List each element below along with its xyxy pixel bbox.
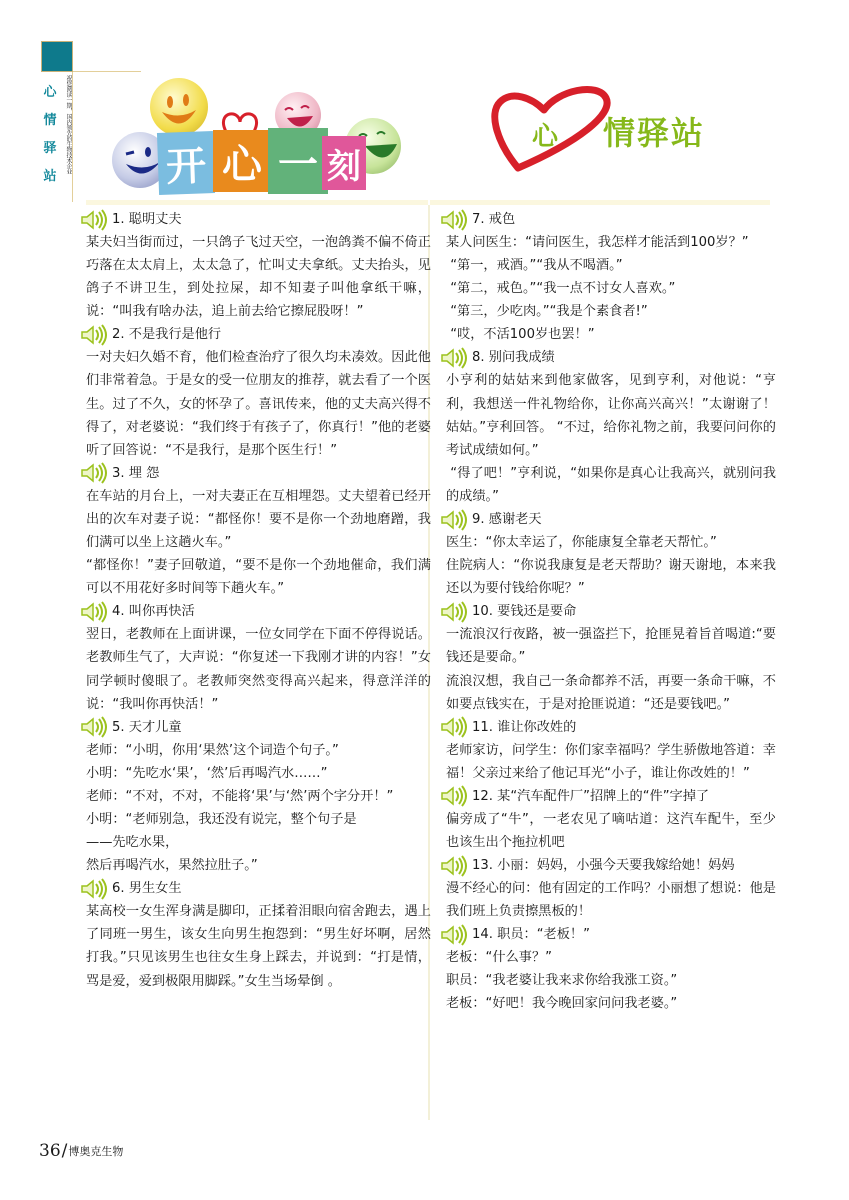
- section-label-char: 站: [43, 169, 57, 184]
- joke-text: 某人问医生：“请问医生，我怎样才能活到100岁？”: [446, 235, 749, 250]
- joke-text: 医生：“你太幸运了，你能康复全靠老天帮忙。”: [446, 535, 717, 551]
- jokes-right-column: [446, 208, 776, 1016]
- joke-title: 6. 男生女生: [112, 881, 182, 897]
- joke-text: 漫不经心的问：他有固定的工作吗？小丽想了想说：他是我们班上负责擦黑板的！: [446, 881, 776, 920]
- joke-text: 在车站的月台上，一对夫妻正在互相埋怨。丈夫望着已经开出的次车对妻子说：“都怪你！要不是你一个劲地磨蹭，我们满可以坐上这趟火车。”: [86, 488, 431, 551]
- joke-text: 小明：“先吃水‘果’，‘然’后再喝汽水……”: [86, 765, 328, 781]
- page-footer: [39, 1141, 123, 1161]
- banner-tile: 刻: [322, 136, 366, 190]
- banner-tile: 开: [157, 131, 215, 195]
- corner-accent-block: [41, 41, 73, 72]
- section-label-char: 心: [43, 85, 57, 100]
- logo-xin-char: 心: [532, 122, 559, 152]
- joke-text: ——先吃水果，: [86, 835, 179, 851]
- speaker-icon: [440, 785, 470, 807]
- speaker-icon: [440, 347, 470, 369]
- speaker-icon: [440, 924, 470, 946]
- joke-text: 住院病人：“你说我康复是老天帮助？谢天谢地，本来我还以为要付钱给你呢？”: [446, 558, 776, 597]
- joke-title: 10. 要钱还是要命: [472, 604, 577, 620]
- joke-item: [446, 208, 776, 346]
- joke-title: 4. 叫你再快活: [112, 604, 195, 620]
- speaker-icon: [80, 716, 110, 738]
- joke-text: 老板：“什么事？”: [446, 950, 552, 966]
- joke-text: “第三，少吃肉。”“我是个素食者!”: [446, 304, 648, 320]
- column-top-band: [430, 200, 770, 205]
- logo-title: 情驿站: [603, 114, 706, 152]
- joke-item: [86, 600, 431, 715]
- joke-item: [86, 877, 431, 992]
- joke-title: 11. 谁让你改姓的: [472, 719, 577, 735]
- joke-item: [86, 716, 431, 878]
- speaker-icon: [80, 601, 110, 623]
- joke-text: 流浪汉想，我自己一条命都养不活，再要一条命干嘛，不如要点钱实在，于是对抢匪说道：“还是要钱吧。”: [446, 673, 776, 712]
- joke-title: 7. 戒色: [472, 211, 516, 227]
- speaker-icon: [440, 209, 470, 231]
- joke-title: 1. 聪明丈夫: [112, 211, 182, 227]
- joke-title: 8. 别问我成绩: [472, 350, 555, 366]
- joke-title: 13. 小丽：妈妈，小强今天要我嫁给她！妈妈: [472, 858, 735, 874]
- joke-text: 老师：“不对，不对，不能将‘果’与‘然’两个字分开！”: [86, 788, 394, 804]
- side-rule: [72, 72, 73, 202]
- joke-text: “第一，戒酒。”“我从不喝酒。”: [446, 258, 623, 274]
- joke-item: [86, 323, 431, 461]
- joke-text: “哎，不活100岁也罢！”: [446, 327, 595, 343]
- joke-text: 老板：“好吧！我今晚回家问问我老婆。”: [446, 996, 678, 1012]
- speaker-icon: [440, 716, 470, 738]
- speaker-icon: [80, 878, 110, 900]
- speaker-icon: [80, 209, 110, 231]
- joke-text: 老师：“小明，你用‘果然’这个词造个句子。”: [86, 742, 339, 758]
- joke-title: 3. 埋 怨: [112, 465, 160, 481]
- joke-text: 然后再喝汽水，果然拉肚子。”: [86, 858, 258, 874]
- column-top-band: [86, 200, 428, 205]
- joke-text: 小亨利的姑姑来到他家做客，见到亨利，对他说：“亨利，我想送一件礼物给你，让你高兴高兴！”太谢谢了！姑姑。”亨利回答。 “不过，给你礼物之前，我要问问你的考试成绩如何。”: [446, 373, 776, 458]
- joke-title: 9. 感谢老天: [472, 511, 542, 527]
- joke-text: 翌日，老教师在上面讲课，一位女同学在下面不停得说话。老教师生气了，大声说：“你复述一下我刚才讲的内容！”女同学顿时傻眼了。老教师突然变得高兴起来，得意洋洋的说：“我叫你再快活！”: [86, 627, 431, 712]
- speaker-icon: [440, 855, 470, 877]
- side-tagline: 祝您阅读一期，国内领先的生物技术企业: [65, 75, 72, 174]
- joke-item: [86, 208, 431, 323]
- speaker-icon: [440, 601, 470, 623]
- page-slash: /: [61, 1141, 68, 1161]
- speaker-icon: [80, 462, 110, 484]
- joke-text: 偏旁成了“牛”，一老农见了嘀咕道：这汽车配牛，至少也该生出个拖拉机吧: [446, 811, 776, 850]
- joke-item: [446, 923, 776, 1015]
- joke-text: 一流浪汉行夜路，被一强盗拦下，抢匪晃着旨首喝道:“要钱还是要命。”: [446, 627, 776, 666]
- joke-item: [446, 716, 776, 785]
- joke-item: [86, 462, 431, 600]
- joke-item: [446, 600, 776, 715]
- publication-name: 博奥克生物: [68, 1145, 124, 1158]
- section-label-char: 驿: [43, 141, 57, 156]
- speaker-icon: [440, 509, 470, 531]
- section-vertical-label: [42, 86, 58, 184]
- happy-moment-banner: [100, 70, 400, 200]
- page-number: 36: [39, 1141, 61, 1161]
- joke-item: [446, 854, 776, 923]
- smiley-face-icon: [150, 78, 208, 136]
- speaker-icon: [80, 324, 110, 346]
- jokes-left-column: [86, 208, 431, 993]
- joke-text: “第二，戒色。”“我一点不讨女人喜欢。”: [446, 281, 676, 297]
- heart-station-logo: [488, 84, 748, 174]
- joke-text: “都怪你！”妻子回敬道，“要不是你一个劲地催命，我们满可以不用花好多时间等下趟火车。”: [86, 558, 431, 597]
- joke-item: [446, 785, 776, 854]
- banner-tile: 心: [213, 130, 271, 192]
- joke-item: [446, 346, 776, 508]
- joke-text: 某高校一女生浑身满是脚印，正揉着泪眼向宿舍跑去，遇上了同班一男生，该女生向男生抱怨到：“男生好坏啊，居然打我。”只见该男生也往女生身上踩去，并说到：“打是情，骂是爱，爱到极限用脚踩。”女生当场晕倒 。: [86, 904, 431, 989]
- joke-title: 14. 职员：“老板！”: [472, 927, 590, 943]
- joke-text: 某夫妇当街而过，一只鸽子飞过天空，一泡鸽粪不偏不倚正巧落在太太肩上，太太急了，忙叫丈夫拿纸。丈夫抬头，见鸽子不讲卫生，到处拉屎，却不知妻子叫他拿纸干嘛，说：“叫我有啥办法，追上前去给它擦屁股呀！”: [86, 235, 431, 320]
- joke-text: 老师家访，问学生：你们家幸福吗？学生骄傲地答道：幸福！父亲过来给了他记耳光“小子，谁让你改姓的！”: [446, 742, 776, 781]
- joke-text: 职员：“我老婆让我来求你给我涨工资。”: [446, 973, 678, 989]
- joke-title: 2. 不是我行是他行: [112, 327, 222, 343]
- section-label-char: 情: [43, 113, 57, 128]
- joke-item: [446, 508, 776, 600]
- joke-text: “得了吧！”亨利说，“如果你是真心让我高兴，就别问我的成绩。”: [446, 465, 776, 504]
- joke-text: 一对夫妇久婚不育，他们检查治疗了很久均未凑效。因此他们非常着急。于是女的受一位朋友的推荐，就去看了一个医生。过了不久，女的怀孕了。喜讯传来，他的丈夫高兴得不得了，对老婆说：“我们终于有孩子了，你真行！”他的老婆听了回答说：“不是我行，是那个医生行！”: [86, 350, 431, 458]
- joke-title: 12. 某“汽车配件厂”招牌上的“件”字掉了: [472, 788, 710, 804]
- banner-tile: 一: [268, 128, 328, 194]
- joke-text: 小明：“老师别急，我还没有说完，整个句子是: [86, 811, 357, 827]
- joke-title: 5. 天才儿童: [112, 719, 182, 735]
